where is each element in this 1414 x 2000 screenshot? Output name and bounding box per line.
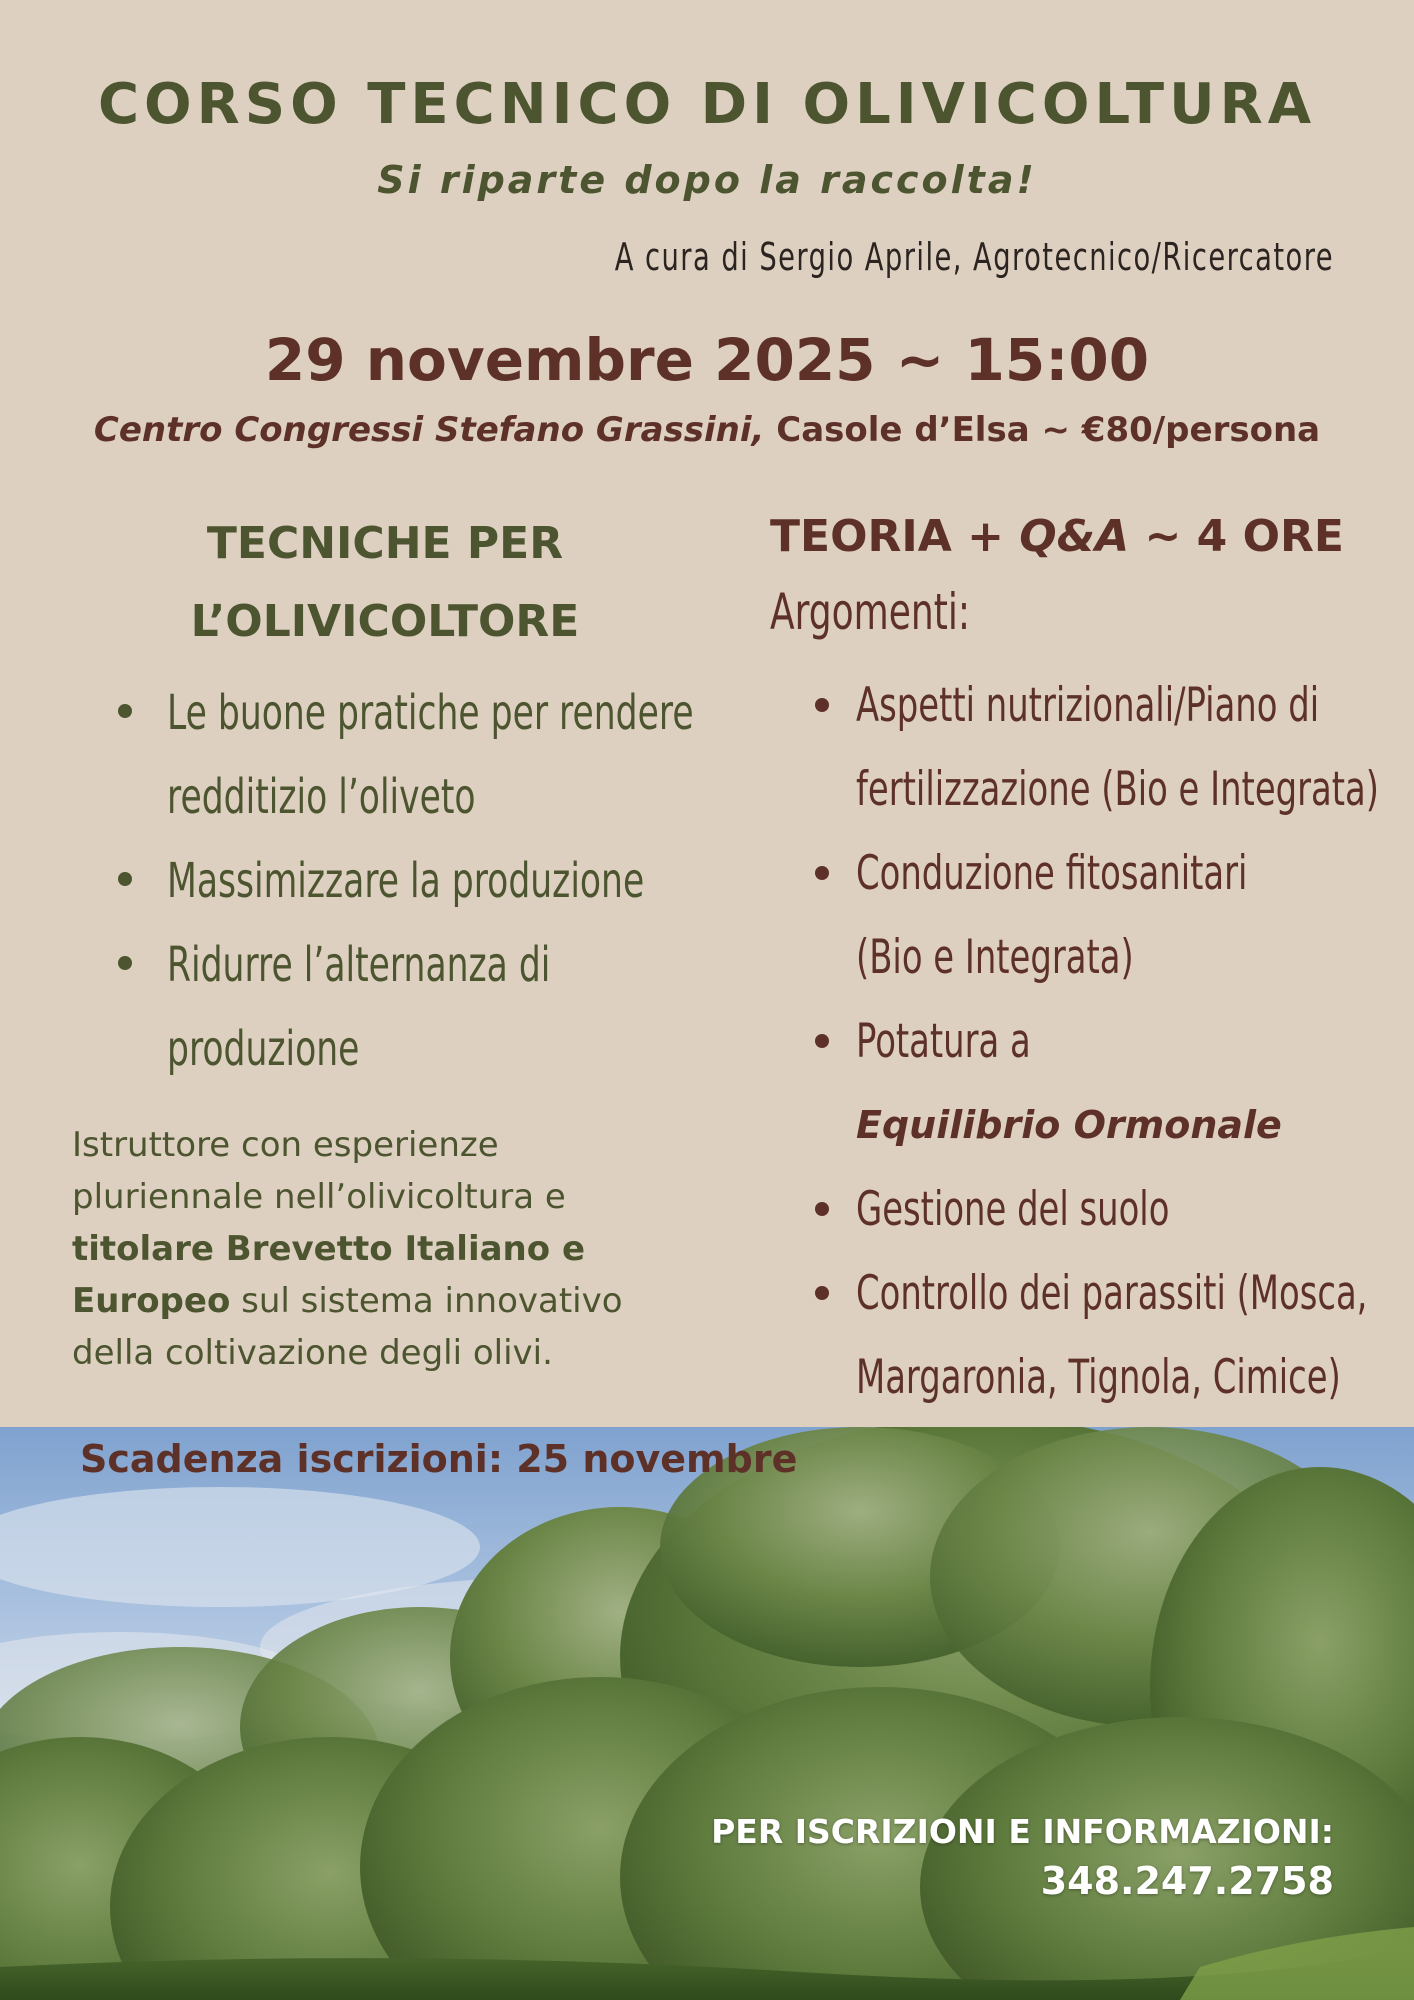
instructor-patent: titolare Brevetto Italiano e Europeo — [72, 1229, 586, 1321]
list-item-line: (Bio e Integrata) — [856, 930, 1134, 985]
bullet-dot-icon — [118, 704, 132, 718]
course-title: CORSO TECNICO DI OLIVICOLTURA — [97, 72, 1317, 137]
topics-label: Argomenti: — [770, 583, 970, 641]
right-column — [770, 505, 1380, 1405]
list-item — [770, 1251, 1390, 1419]
instructor-text-end: sul sistema innovativo della coltivazione degli olivi. — [72, 1281, 623, 1373]
event-datetime: 29 novembre 2025 ~ 15:00 — [264, 326, 1150, 394]
topics-list — [770, 663, 1390, 1419]
venue-name: Centro Congressi Stefano Grassini, — [93, 410, 765, 450]
contact-label: PER ISCRIZIONI E INFORMAZIONI: — [711, 1812, 1334, 1851]
bullet-dot-icon — [815, 698, 829, 712]
list-item — [770, 663, 1390, 831]
bullet-dot-icon — [815, 1202, 829, 1216]
byline: A cura di Sergio Aprile, Agrotecnico/Ricercatore — [614, 235, 1334, 279]
left-heading-line1: TECNICHE PER — [206, 518, 564, 569]
list-item — [70, 923, 710, 1091]
list-item-line: Margaronia, Tignola, Cimice) — [856, 1350, 1341, 1405]
list-item-line: Le buone pratiche per rendere — [167, 685, 694, 741]
olive-grove-photo — [0, 1427, 1414, 2000]
list-item-line: Aspetti nutrizionali/Piano di — [856, 678, 1320, 733]
list-item-line: Controllo dei parassiti (Mosca, — [856, 1266, 1368, 1321]
instructor-text: Istruttore con esperienze pluriennale nell’olivicoltura e — [72, 1125, 566, 1217]
list-item-line: redditizio l’oliveto — [167, 769, 476, 825]
contact-block — [711, 1808, 1334, 1906]
right-heading-duration: ~ 4 ORE — [1129, 511, 1344, 562]
instructor-bio — [72, 1119, 632, 1379]
course-subtitle: Si riparte dopo la raccolta! — [377, 158, 1037, 202]
list-item — [770, 1167, 1390, 1251]
contact-phone[interactable]: 348.247.2758 — [1040, 1859, 1334, 1903]
right-heading — [770, 505, 1344, 569]
list-item — [770, 831, 1390, 999]
bullet-dot-icon — [815, 866, 829, 880]
venue-details: Casole d’Elsa ~ €80/persona — [764, 410, 1321, 450]
registration-deadline: Scadenza iscrizioni: 25 novembre — [80, 1437, 798, 1481]
bullet-dot-icon — [815, 1286, 829, 1300]
list-item — [770, 999, 1390, 1167]
list-item-line: Gestione del suolo — [856, 1182, 1170, 1237]
right-heading-part: TEORIA + — [770, 511, 1020, 562]
event-venue — [0, 410, 1414, 450]
pruning-method: Equilibrio Ormonale — [856, 1103, 1282, 1147]
bullet-dot-icon — [118, 956, 132, 970]
left-heading-line2: L’OLIVICOLTORE — [190, 596, 580, 647]
olive-trees-illustration — [0, 1427, 1414, 2000]
list-item-line: produzione — [167, 1021, 360, 1077]
list-item — [70, 671, 710, 839]
list-item-line: Potatura a — [856, 1014, 1031, 1069]
list-item-line: fertilizzazione (Bio e Integrata) — [856, 762, 1379, 817]
left-column — [70, 505, 710, 1091]
list-item — [70, 839, 710, 923]
list-item-line: Massimizzare la produzione — [167, 853, 645, 909]
left-heading — [70, 505, 700, 661]
right-heading-qa: Q&A — [1019, 511, 1130, 562]
left-bullet-list — [70, 671, 710, 1091]
bullet-dot-icon — [118, 872, 132, 886]
list-item-line: Conduzione fitosanitari — [856, 846, 1248, 901]
bullet-dot-icon — [815, 1034, 829, 1048]
list-item-line: Ridurre l’alternanza di — [167, 937, 551, 993]
